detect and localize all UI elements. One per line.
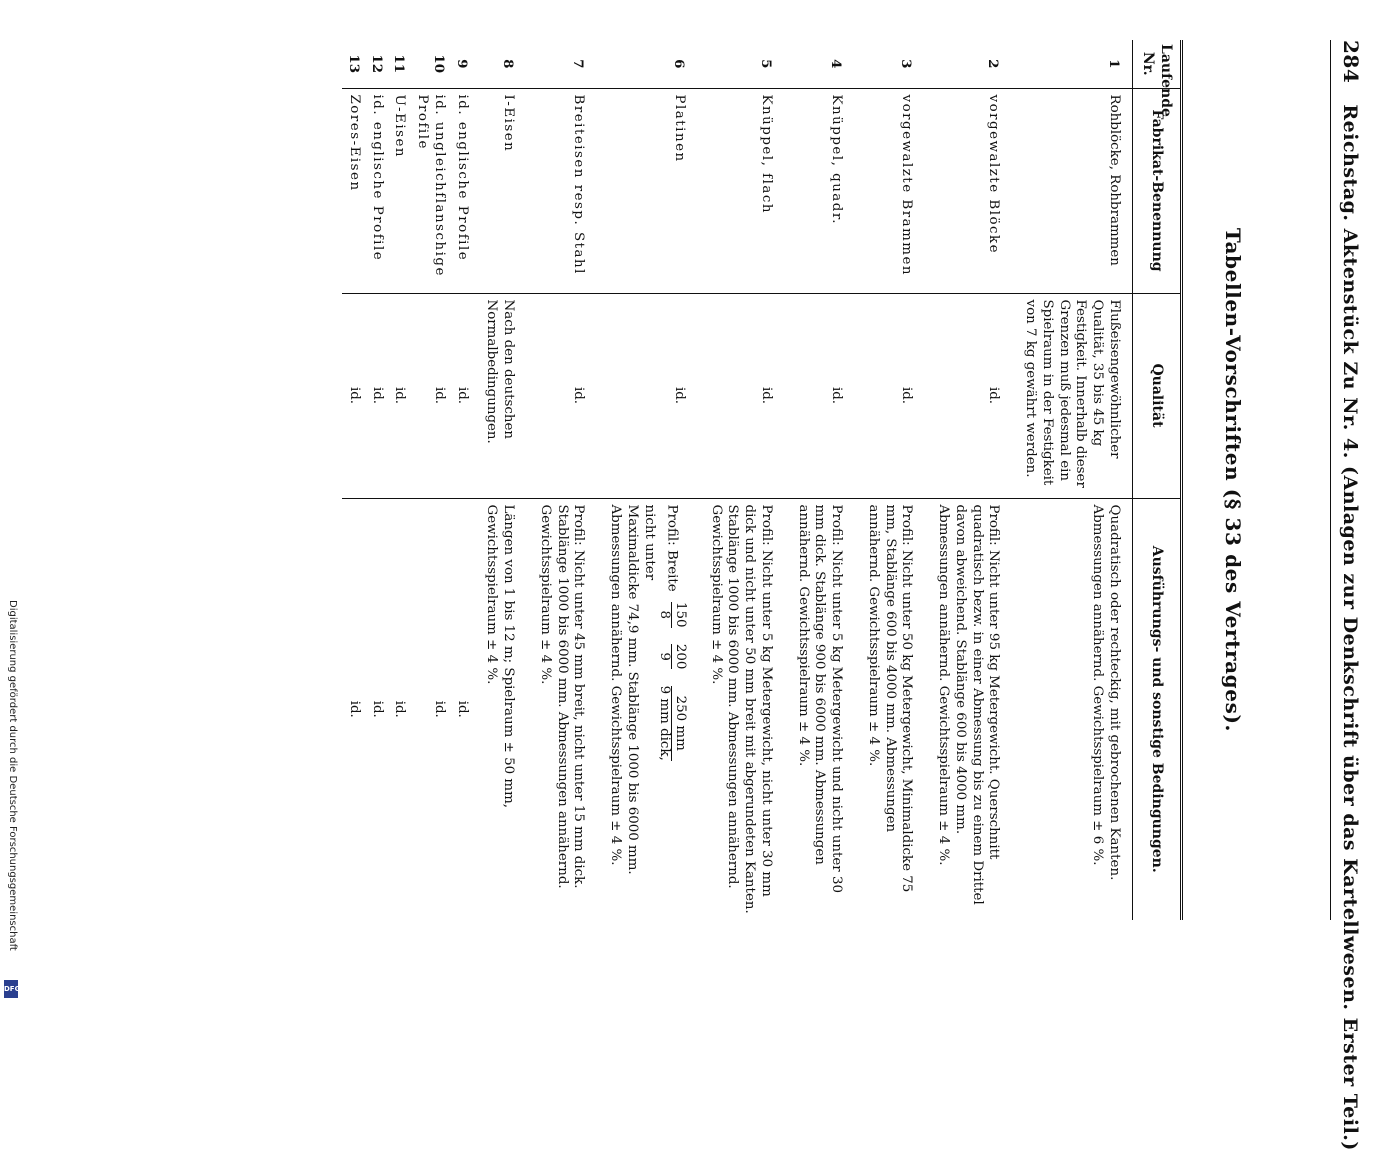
row-nr: 12 [368, 54, 385, 74]
row-fabrikat: id. englische Profile [450, 88, 473, 293]
row-nr: 5 [758, 59, 774, 69]
table-header-row [1133, 40, 1182, 920]
digitization-credit [4, 600, 21, 993]
table-row [410, 40, 450, 920]
table-row [596, 40, 697, 920]
row-nr: 9 [453, 59, 470, 69]
table-title: Tabellen-Vorschriften (§ 33 des Vertrages). [1221, 227, 1245, 733]
platinen-details: Maximaldicke 74,9 mm. Stablänge 1000 bis 6000 mm. Abmessungen annähernd. Gewichtsspielraum ± 4 %. [608, 504, 640, 875]
row-fabrikat: id. ungleichflanschige Profile [410, 88, 450, 293]
table-row [450, 40, 473, 920]
dicke-2: 9 [657, 652, 673, 661]
row-fabrikat: I-Eisen [473, 88, 527, 293]
row-fabrikat: Zores-Eisen [342, 88, 365, 293]
dicke-3: 9 mm dick, [657, 685, 673, 761]
platinen-dicke-prefix: nicht unter [641, 504, 657, 581]
row-qualitaet: id. [342, 293, 365, 498]
dfg-logo: DFG [4, 980, 18, 998]
row-ausfuehrung: id. [388, 498, 411, 920]
table-row [365, 40, 388, 920]
row-qualitaet: id. [410, 293, 450, 498]
platinen-profile-intro: Profil: Breite [664, 504, 680, 592]
regulations-table-wrap [13, 40, 1183, 920]
breite-3: 250 mm [671, 686, 687, 761]
platinen-dim-3 [657, 686, 687, 761]
row-qualitaet: id. [388, 293, 411, 498]
table-row [1012, 40, 1133, 920]
row-nr: 3 [898, 59, 915, 69]
regulations-table [342, 40, 1183, 920]
platinen-profile [657, 505, 687, 915]
col-header-fabrikat: Fabrikat-Benennung [1133, 88, 1182, 293]
table-row [526, 40, 596, 920]
platinen-dim-2 [657, 644, 687, 670]
row-ausfuehrung: Profil: Nicht unter 45 mm breit, nicht unter 15 mm dick. Stablänge 1000 bis 6000 mm. Abmessungen annähernd. Gewichtsspielraum ± 4 %. [526, 498, 596, 920]
table-row [784, 40, 854, 920]
table-row [854, 40, 924, 920]
row-ausfuehrung [596, 498, 697, 920]
row-ausfuehrung: Profil: Nicht unter 5 kg Metergewicht, nicht unter 30 mm dick und nicht unter 50 mm breit mit abgerundeten Kanten. Stablänge 1000 bis 6000 mm. Abmessungen annähernd. Gewichtsspielraum ± 4 %. [697, 498, 784, 920]
row-fabrikat: vorgewalzte Blöcke [925, 88, 1012, 293]
row-qualitaet: id. [697, 293, 784, 498]
table-row [925, 40, 1012, 920]
row-fabrikat: id. englische Profile [365, 88, 388, 293]
row-ausfuehrung: Profil: Nicht unter 95 kg Metergewicht. Querschnitt quadratisch bezw. in einer Abmessung bis zu einem Drittel davon abweichend. Stablänge 600 bis 4000 mm. Abmessungen annähernd. Gewichtsspielraum ± 4 %. [925, 498, 1012, 920]
header-rule [1330, 40, 1331, 920]
row-nr: 1 [1106, 59, 1122, 69]
col-header-qualitaet: Qualität [1133, 293, 1182, 498]
row-ausfuehrung: id. [410, 498, 450, 920]
page-number: 284 [1339, 40, 1363, 84]
row-ausfuehrung: Profil: Nicht unter 50 kg Metergewicht, Minimaldicke 75 mm, Stablänge 600 bis 4000 mm. Abmessungen annähernd. Gewichtsspielraum ± 4 %. [854, 498, 924, 920]
digitization-credit-text: Digitalisierung gefördert durch die Deutsche Forschungsgemeinschaft [7, 600, 18, 951]
table-row [388, 40, 411, 920]
row-fabrikat: Knüppel, flach [697, 88, 784, 293]
platinen-dim-1 [657, 602, 687, 628]
table-row [697, 40, 784, 920]
row-qualitaet: id. [596, 293, 697, 498]
row-nr: 7 [570, 59, 587, 69]
row-fabrikat: Breiteisen resp. Stahl [526, 88, 596, 293]
table-row [342, 40, 365, 920]
running-header [1321, 40, 1363, 1151]
row-fabrikat: Rohblöcke, Rohbrammen [1012, 88, 1133, 293]
row-ausfuehrung: Längen von 1 bis 12 m; Spielraum ± 50 mm, Gewichtsspielraum ± 4 %. [473, 498, 527, 920]
table-row [473, 40, 527, 920]
row-qualitaet: id. [784, 293, 854, 498]
row-qualitaet: id. [450, 293, 473, 498]
row-nr: 8 [500, 59, 517, 69]
row-qualitaet: id. [854, 293, 924, 498]
row-nr: 6 [671, 59, 687, 69]
row-fabrikat: U-Eisen [388, 88, 411, 293]
row-ausfuehrung: Quadratisch oder rechteckig, mit gebrochenen Kanten. Abmessungen annähernd. Gewichtsspielraum ± 6 %. [1012, 498, 1133, 920]
running-title: Reichstag. Aktenstück Zu Nr. 4. (Anlagen zur Denkschrift über das Kartellwesen. Erster Teil.) [1339, 104, 1361, 1151]
row-qualitaet: id. [925, 293, 1012, 498]
row-nr: 11 [391, 54, 408, 74]
row-qualitaet: Nach den deutschen Normalbedingungen. [473, 293, 527, 498]
row-nr: 4 [828, 59, 845, 69]
row-nr: 10 [430, 54, 447, 74]
row-fabrikat: Platinen [596, 88, 697, 293]
row-qualitaet: id. [365, 293, 388, 498]
col-header-nr: Laufende Nr. [1133, 40, 1182, 88]
row-ausfuehrung: id. [365, 498, 388, 920]
row-fabrikat: Knüppel, quadr. [784, 88, 854, 293]
dicke-1: 8 [657, 610, 673, 620]
row-qualitaet: Flußeisengewöhnlicher Qualität, 35 bis 45 kg Festigkeit. Innerhalb dieser Grenzen muß jedesmal ein Spielraum in der Festigkeit von 7 kg gewährt werden. [1012, 293, 1133, 498]
row-ausfuehrung: Profil: Nicht unter 5 kg Metergewicht und nicht unter 30 mm dick. Stablänge 900 bis 6000 mm. Abmessungen annähernd. Gewichtsspielraum ± 4 %. [784, 498, 854, 920]
row-fabrikat: vorgewalzte Brammen [854, 88, 924, 293]
breite-2: 200 [673, 643, 688, 670]
breite-1: 150 [673, 601, 688, 628]
row-ausfuehrung: id. [342, 498, 365, 920]
col-header-ausfuehrung: Ausführungs- und sonstige Bedingungen. [1133, 498, 1182, 920]
row-ausfuehrung: id. [450, 498, 473, 920]
row-qualitaet: id. [526, 293, 596, 498]
row-nr: 2 [985, 59, 1002, 69]
row-nr: 13 [345, 54, 362, 74]
